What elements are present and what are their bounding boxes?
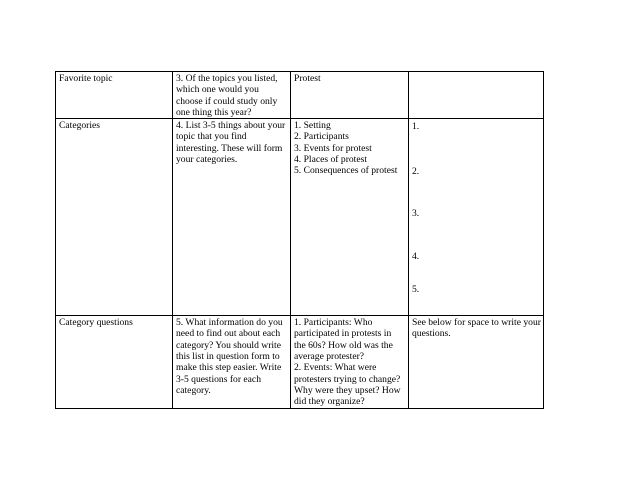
example-cell (291, 316, 409, 408)
example-line: protesters trying to change? (294, 373, 401, 385)
row-categories (56, 119, 544, 316)
prompt-line: which one would you (176, 84, 259, 96)
row-favorite-topic (56, 72, 544, 119)
example-line: 3. Events for protest (294, 142, 372, 154)
answer-number: 5. (412, 284, 420, 296)
answer-number: 3. (412, 207, 420, 219)
prompt-line: make this step easier. Write (176, 362, 282, 374)
answer-cell (409, 316, 544, 408)
answer-cell (409, 72, 544, 119)
prompt-line: category? You should write (176, 339, 281, 351)
row-label-cell (56, 119, 173, 316)
example-line: 5. Consequences of protest (294, 165, 398, 177)
example-line: 2. Participants (294, 131, 349, 143)
row-label: Category questions (59, 317, 133, 329)
prompt-line: one thing this year? (176, 106, 252, 118)
answer-number: 1. (412, 121, 420, 133)
example-line: 4. Places of protest (294, 154, 368, 166)
example-line: 1. Setting (294, 120, 331, 132)
answer-line: questions. (412, 328, 451, 340)
prompt-line: this list in question form to (176, 351, 280, 363)
prompt-cell (173, 119, 291, 316)
example-line: the 60s? How old was the (294, 339, 393, 351)
prompt-line: 3-5 questions for each (176, 373, 261, 385)
example-cell (291, 119, 409, 316)
prompt-line: need to find out about each (176, 328, 281, 340)
topic-worksheet-table (55, 71, 544, 409)
prompt-line: category. (176, 384, 211, 396)
prompt-line: 5. What information do you (176, 317, 283, 329)
example-line: average protester? (294, 351, 365, 363)
prompt-line: interesting. These will form (176, 142, 283, 154)
example-cell (291, 72, 409, 119)
example-line: Protest (294, 73, 321, 84)
example-line: 1. Participants: Who (294, 317, 373, 329)
row-label-cell (56, 316, 173, 408)
prompt-line: topic that you find (176, 131, 247, 143)
answer-number: 4. (412, 251, 420, 263)
prompt-cell (173, 316, 291, 408)
answer-cell[interactable] (409, 119, 544, 316)
answer-line: See below for space to write your (412, 317, 541, 329)
row-label: Favorite topic (59, 73, 113, 84)
prompt-cell (173, 72, 291, 119)
example-line: 2. Events: What were (294, 362, 377, 374)
example-line: Why were they upset? How (294, 384, 401, 396)
prompt-line: 3. Of the topics you listed, (176, 73, 278, 84)
row-label-cell (56, 72, 173, 119)
answer-number: 2. (412, 166, 420, 178)
row-category-questions (56, 316, 544, 408)
example-line: participated in protests in (294, 328, 392, 340)
example-line: did they organize? (294, 396, 365, 408)
row-label: Categories (59, 120, 101, 132)
prompt-line: 4. List 3-5 things about your (176, 120, 286, 132)
prompt-line: your categories. (176, 154, 238, 166)
prompt-line: choose if could study only (176, 95, 278, 107)
